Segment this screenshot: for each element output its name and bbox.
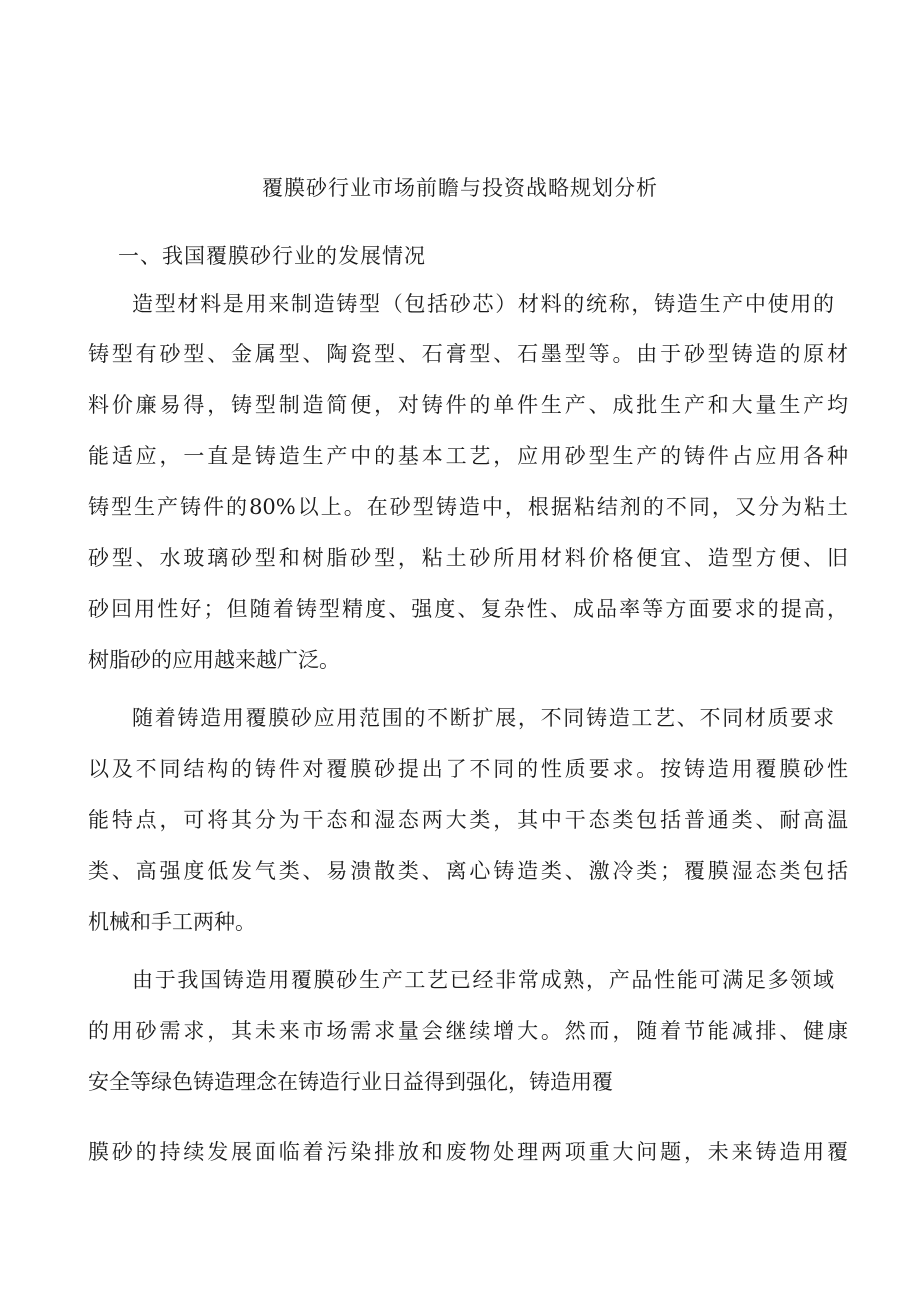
paragraph-2-line-3: 能特点，可将其分为干态和湿态两大类，其中干态类包括普通类、耐高温 <box>88 808 848 832</box>
paragraph-1-line-1: 造型材料是用来制造铸型（包括砂芯）材料的统称，铸造生产中使用的 <box>132 292 834 316</box>
document-title: 覆膜砂行业市场前瞻与投资战略规划分析 <box>262 176 658 200</box>
paragraph-2-line-4: 类、高强度低发气类、易溃散类、离心铸造类、激冷类；覆膜湿态类包括 <box>88 859 848 883</box>
paragraph-3-line-3: 安全等绿色铸造理念在铸造行业日益得到强化，铸造用覆 <box>88 1070 613 1094</box>
paragraph-2-line-1: 随着铸造用覆膜砂应用范围的不断扩展，不同铸造工艺、不同材质要求 <box>132 706 834 730</box>
continuation-line-1: 膜砂的持续发展面临着污染排放和废物处理两项重大问题，未来铸造用覆 <box>88 1140 848 1164</box>
paragraph-3-line-2: 的用砂需求，其未来市场需求量会继续增大。然而，随着节能减排、健康 <box>88 1019 848 1043</box>
paragraph-3-line-1: 由于我国铸造用覆膜砂生产工艺已经非常成熟，产品性能可满足多领域 <box>132 968 834 992</box>
paragraph-1-line-2: 铸型有砂型、金属型、陶瓷型、石膏型、石墨型等。由于砂型铸造的原材 <box>88 342 848 366</box>
paragraph-1-line-8: 树脂砂的应用越来越广泛。 <box>88 648 340 672</box>
paragraph-2-line-2: 以及不同结构的铸件对覆膜砂提出了不同的性质要求。按铸造用覆膜砂性 <box>88 757 848 781</box>
paragraph-2-line-5: 机械和手工两种。 <box>88 910 256 934</box>
paragraph-1-line-7: 砂回用性好；但随着铸型精度、强度、复杂性、成品率等方面要求的提高， <box>88 597 848 621</box>
section-heading: 一、我国覆膜砂行业的发展情况 <box>118 244 426 268</box>
paragraph-1-line-5: 铸型生产铸件的80%以上。在砂型铸造中，根据粘结剂的不同，又分为粘土 <box>88 495 848 519</box>
paragraph-1-line-6: 砂型、水玻璃砂型和树脂砂型，粘土砂所用材料价格便宜、造型方便、旧 <box>88 546 848 570</box>
paragraph-1-line-3: 料价廉易得，铸型制造简便，对铸件的单件生产、成批生产和大量生产均 <box>88 393 848 417</box>
paragraph-1-line-4: 能适应，一直是铸造生产中的基本工艺，应用砂型生产的铸件占应用各种 <box>88 444 848 468</box>
